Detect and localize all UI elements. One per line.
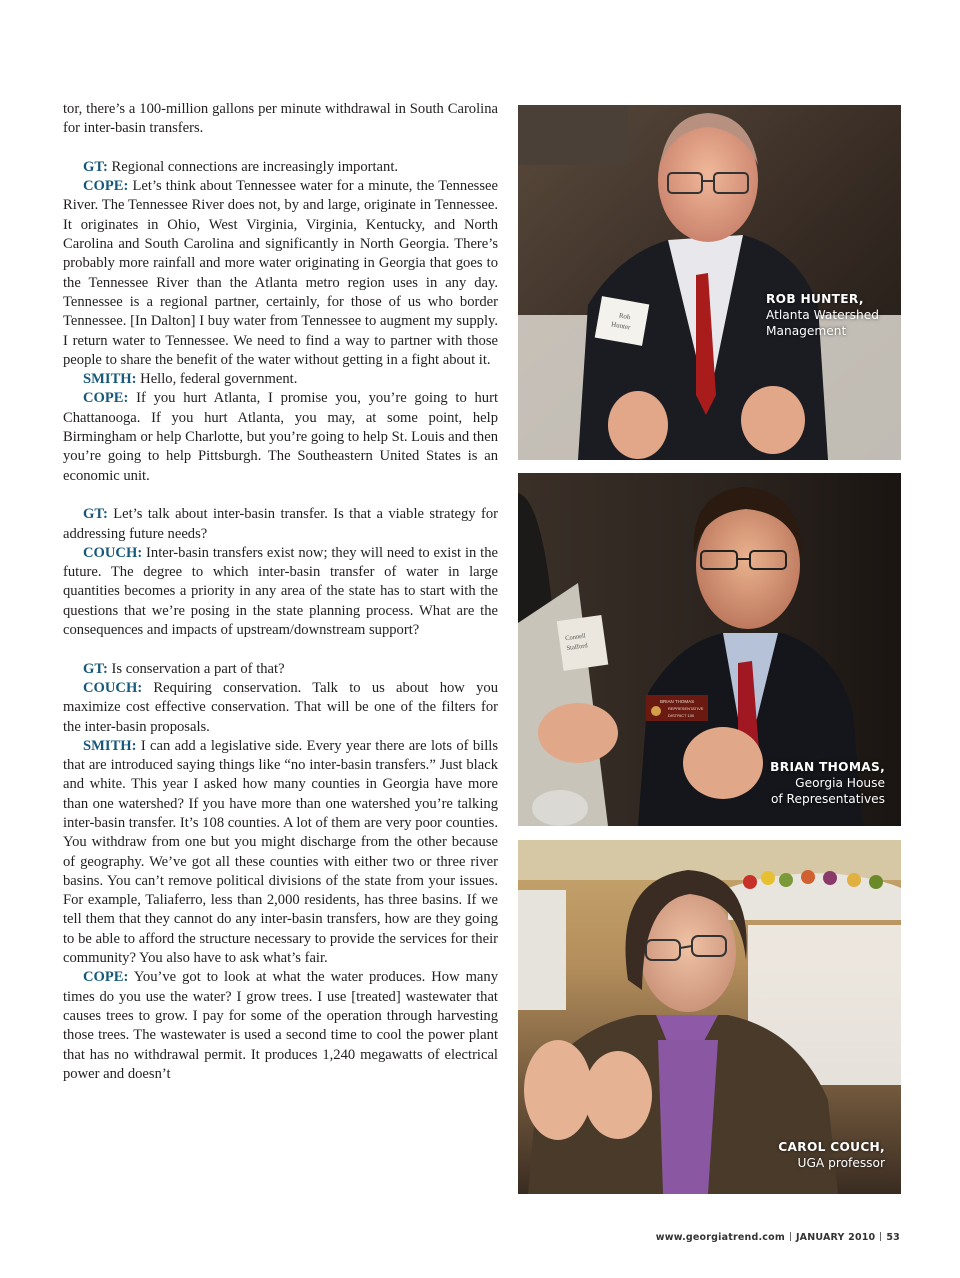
paragraph — [63, 505, 498, 544]
badge-line1: Connell — [564, 632, 587, 643]
page-footer — [656, 1232, 900, 1243]
paragraph-text: Let’s think about Tennessee water for a minute, the Tennessee River. The Tennessee River does not, by and large, originate in Tennessee. It originates in Ohio, West Virginia, Virginia, Kentucky, and North Carolina and South Carolina and significantly in North Georgia. There’s probably more rainfall and more water originating in Georgia that goes to the Tennessee River than the Atlanta metro region uses in any day. Tennessee is a regional partner, certainly, for those of us who border Tennessee. [In Dalton] I buy water from Tennessee to augment my supply. I return water to Tennessee. We need to find a way to partner with those people to share the benefit of the water without getting in a fight about it. — [63, 178, 498, 368]
paragraph-text: Requiring conservation. Talk to us about how you maximize cost effective conservation. That will be one of the filters for the inter-basin proposals. — [63, 679, 498, 735]
paragraph — [63, 544, 498, 640]
photo-caption — [770, 759, 885, 807]
caption-name: CAROL COUCH, — [778, 1140, 885, 1154]
paragraph-text: Is conservation a part of that? — [107, 660, 285, 677]
paragraph — [63, 679, 498, 737]
photo-rob-hunter — [518, 105, 901, 460]
speaker-label: COPE: — [83, 969, 129, 986]
speaker-label: COPE: — [83, 390, 129, 407]
speaker-label: SMITH: — [83, 371, 137, 388]
paragraph-text: Inter-basin transfers exist now; they will need to exist in the future. The degree to which inter-basin transfer of water in large quantities becomes a priority in any area of the state has to start with the questions that we’re posing in the state planning process. What are the consequences and impacts of upstream/downstream support? — [63, 544, 498, 639]
caption-title: Georgia House — [795, 776, 885, 790]
photo-illustration — [518, 105, 901, 460]
caption-title: Management — [766, 324, 847, 338]
caption-title: of Representatives — [770, 792, 885, 806]
plate-line2: REPRESENTATIVE — [668, 706, 704, 711]
paragraph-text: You’ve got to look at what the water produces. How many times do you use the water? I grow trees. I use [treated] wastewater that causes trees to grow. I pay for some of the operation through harvesting those trees. The wastewater is used a second time to cool the power plant that has no withdrawal permit. It produces 1,240 megawatts of electrical power and doesn’t — [63, 969, 498, 1082]
paragraph — [63, 737, 498, 969]
paragraph-text: Regional connections are increasingly important. — [107, 158, 399, 175]
speaker-label: COUCH: — [83, 679, 143, 696]
caption-name: ROB HUNTER, — [766, 292, 864, 306]
paragraph-text: I can add a legislative side. Every year there are lots of bills that are introduced saying things like “no inter-basin transfers.” Just black and white. This year I asked how many counties in Georgia have more than one watershed? If you have more than one watershed you’re talking inter-basin transfer. It’s 108 counties. A lot of them are very poor counties. You withdraw from one but you might discharge from the other because of geography. We’ve got all these counties with either two or three river basins. You can’t remove political divisions of the state from your issues. For example, Taliaferro, less than 2,000 residents, has three basins. If we tell them that they cannot do any inter-basin transfers, how are they going to be able to afford the structure necessary to provide the services for their community? You also have to ask what’s fair. — [63, 737, 498, 967]
photo-caption — [766, 291, 885, 339]
badge-line2: Stafford — [566, 642, 589, 653]
speaker-label: GT: — [83, 506, 108, 523]
article-body — [63, 100, 498, 1084]
plate-line1: BRIAN THOMAS — [660, 699, 695, 704]
speaker-label: GT: — [83, 158, 108, 175]
speaker-label: SMITH: — [83, 737, 137, 754]
photo-brian-thomas — [518, 473, 901, 826]
paragraph — [63, 158, 498, 177]
paragraph — [63, 968, 498, 1084]
footer-issue: JANUARY 2010 — [795, 1232, 876, 1243]
paragraph-text: If you hurt Atlanta, I promise you, you’re going to hurt Chattanooga. If you hurt Atlanta, you may, at some point, help Birmingham or help Charlotte, but you’re going to help St. Louis and then you’re going to help Pittsburgh. The Southeastern United States is an economic unit. — [63, 390, 498, 484]
footer-divider — [790, 1232, 791, 1241]
page-number: 53 — [886, 1232, 900, 1243]
speaker-label: COPE: — [83, 178, 129, 195]
paragraph — [63, 370, 498, 389]
footer-site: www.georgiatrend.com — [655, 1232, 785, 1243]
photo-caption — [778, 1139, 885, 1171]
paragraph — [63, 660, 498, 679]
paragraph-text: Hello, federal government. — [136, 371, 298, 388]
caption-title: UGA professor — [797, 1156, 885, 1170]
speaker-label: GT: — [83, 660, 108, 677]
plate-line3: DISTRICT 100 — [668, 713, 695, 718]
caption-title: Atlanta Watershed — [766, 308, 879, 322]
caption-name: BRIAN THOMAS, — [770, 760, 885, 774]
paragraph — [63, 177, 498, 370]
paragraph — [63, 389, 498, 485]
badge-line1: Rob — [618, 311, 632, 322]
photo-carol-couch — [518, 840, 901, 1194]
badge-line2: Hunter — [610, 320, 632, 332]
footer-divider — [880, 1232, 881, 1241]
speaker-label: COUCH: — [83, 544, 143, 561]
paragraph: tor, there’s a 100-million gallons per minute withdrawal in South Carolina for inter-basin transfers. — [63, 101, 498, 137]
paragraph-text: Let’s talk about inter-basin transfer. Is that a viable strategy for addressing future needs? — [63, 506, 498, 542]
